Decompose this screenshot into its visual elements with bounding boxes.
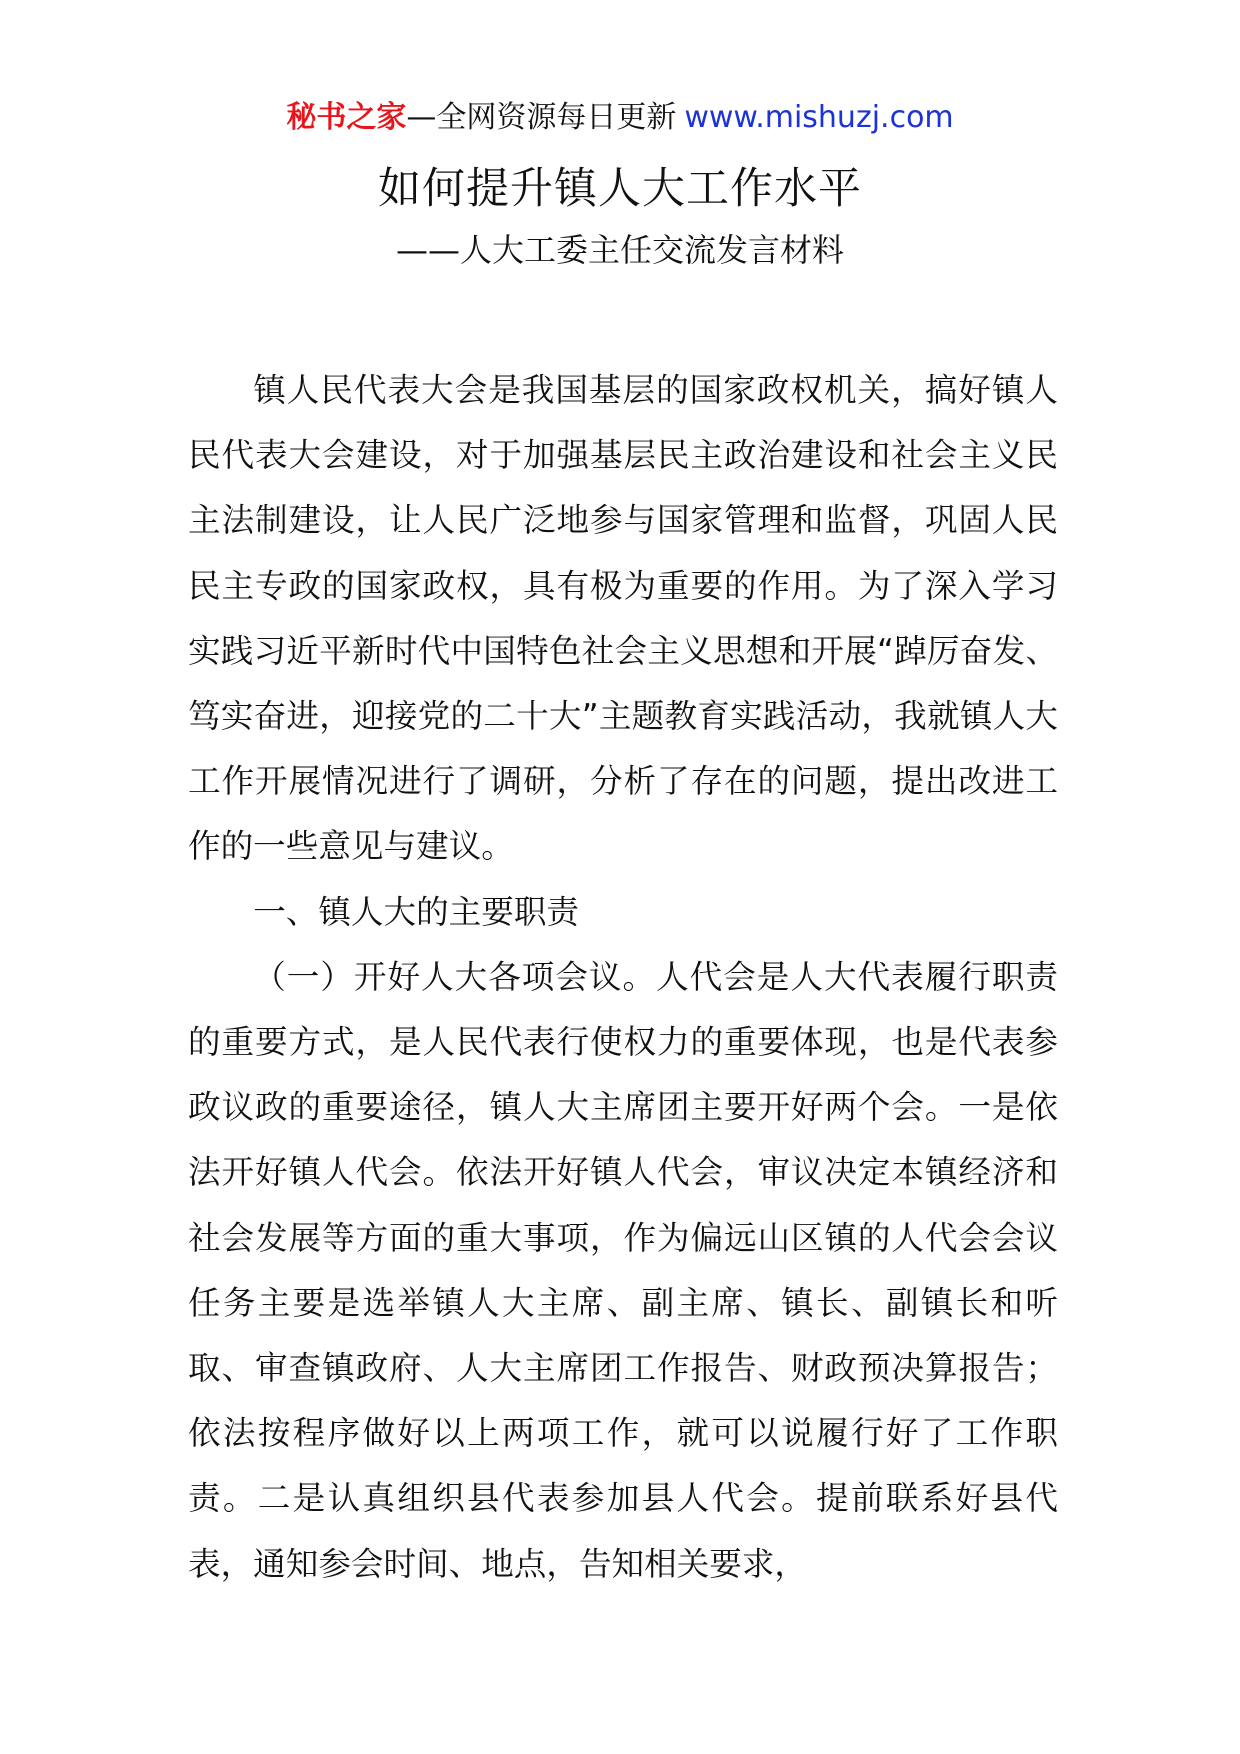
paragraph-section-1: （一）开好人大各项会议。人代会是人大代表履行职责的重要方式，是人民代表行使权力的重要体现，也是代表参政议政的重要途径，镇人大主席团主要开好两个会。一是依法开好镇人代会。依法开好镇人代会，审议决定本镇经济和社会发展等方面的重大事项，作为偏远山区镇的人代会会议任务主要是选举镇人大主席、副主席、镇长、副镇长和听取、审查镇政府、人大主席团工作报告、财政预决算报告；依法按程序做好以上两项工作，就可以说履行好了工作职责。二是认真组织县代表参加县人代会。提前联系好县代表，通知参会时间、地点，告知相关要求， (188, 957, 1058, 1583)
document-body (188, 358, 1058, 1597)
paragraph-intro: 镇人民代表大会是我国基层的国家政权机关，搞好镇人民代表大会建设，对于加强基层民主政治建设和社会主义民主法制建设，让人民广泛地参与国家管理和监督，巩固人民民主专政的国家政权，具有极为重要的作用。为了深入学习实践习近平新时代中国特色社会主义思想和开展“踔厉奋发、笃实奋进，迎接党的二十大”主题教育实践活动，我就镇人大工作开展情况进行了调研，分析了存在的问题，提出改进工作的一些意见与建议。 (188, 371, 1058, 866)
document-title: 如何提升镇人大工作水平 (378, 164, 862, 214)
site-url-link[interactable]: www.mishuzj.com (684, 100, 954, 135)
brand-name: 秘书之家 (286, 100, 407, 135)
site-slogan: —全网资源每日更新 (406, 100, 677, 135)
document-subtitle: ——人大工委主任交流发言材料 (395, 231, 844, 269)
site-banner (0, 98, 1240, 138)
section-heading: 一、镇人大的主要职责 (253, 892, 579, 931)
